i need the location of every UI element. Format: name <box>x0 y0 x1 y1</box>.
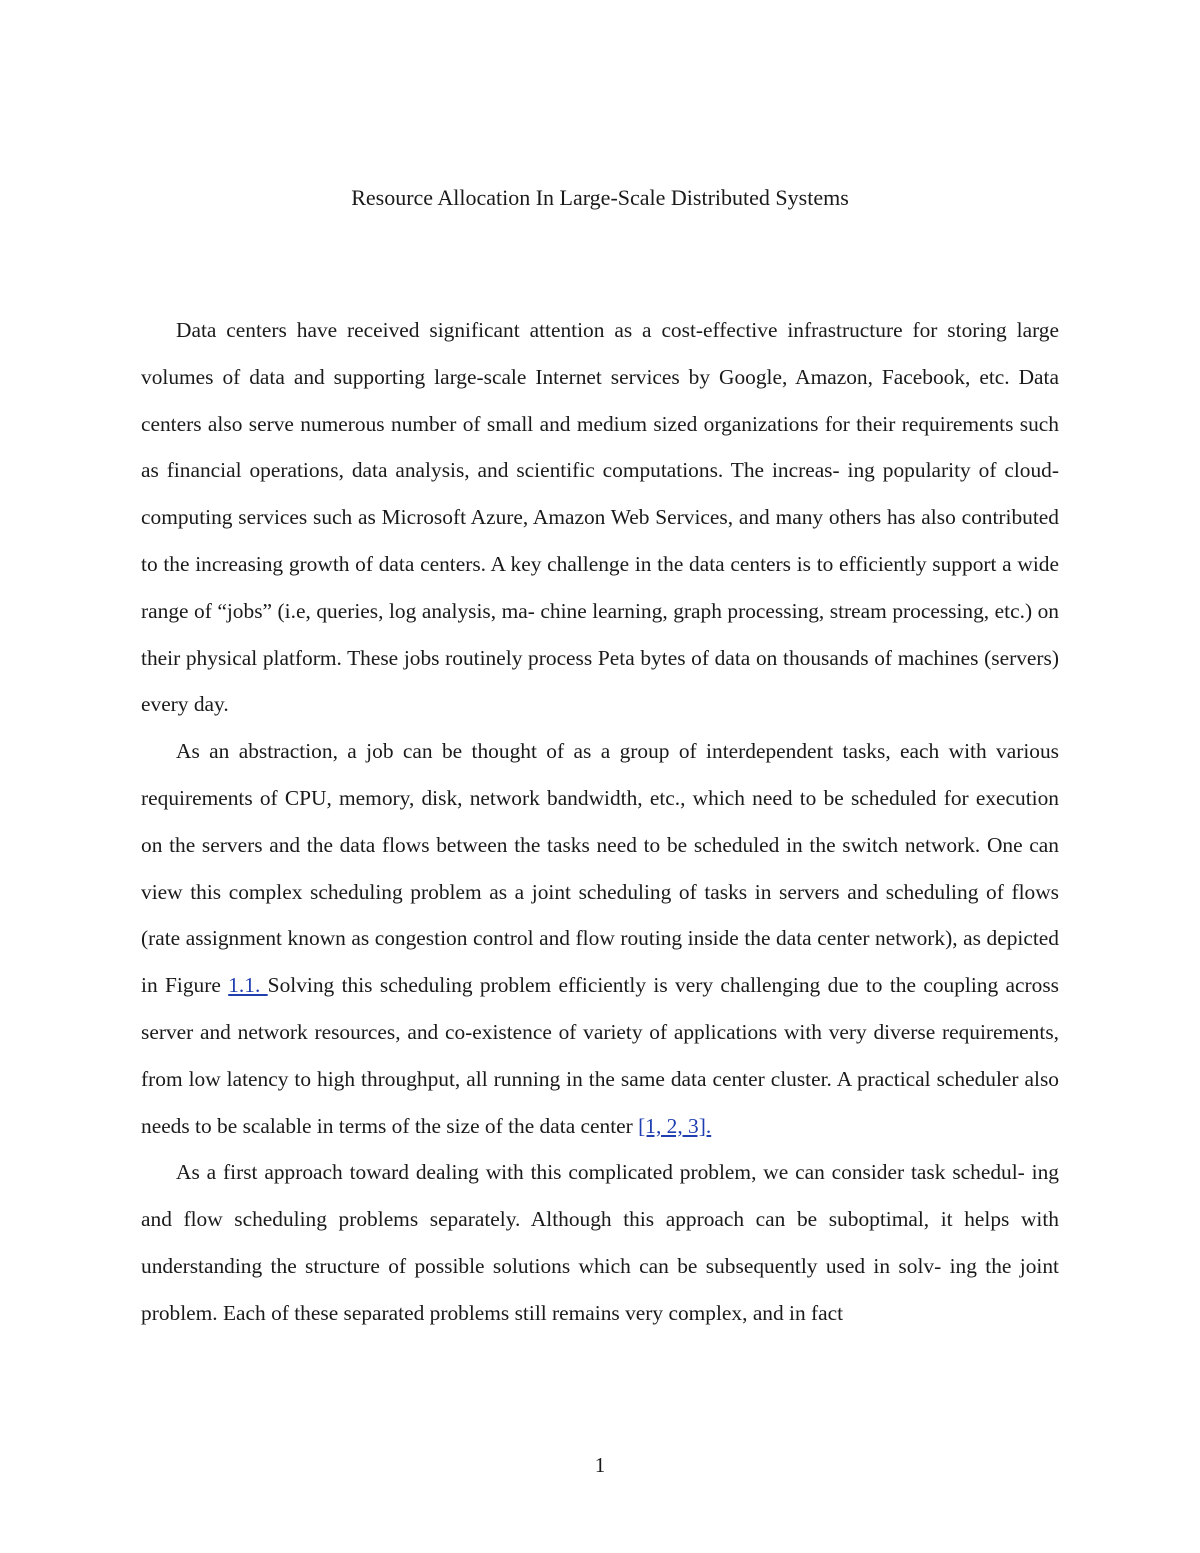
paragraph-3: As a first approach toward dealing with this complicated problem, we can consider task schedul- ing and flow scheduling problems separately. Although this approach can be suboptimal, it helps with understanding the structure of possible solutions which can be subsequently used in solv- ing the joint problem. Each of these separated problems still remains very complex, and in fact <box>141 1160 1059 1325</box>
page-number: 1 <box>594 1453 606 1477</box>
figure-reference-link[interactable]: 1.1. <box>228 973 268 998</box>
document-title: Resource Allocation In Large-Scale Distributed Systems <box>351 185 849 210</box>
document-body <box>141 307 1059 1337</box>
paragraph-2-text-part-2: Solving this scheduling problem efficiently is very challenging due to the coupling across server and network resources, and co-existence of variety of applications with very diverse requirements, from low latency to high throughput, all running in the same data center cluster. A practical scheduler also needs to be scalable in terms of the size of the data center <box>141 973 1059 1138</box>
paragraph-2-text-part-1: As an abstraction, a job can be thought of as a group of interdependent tasks, each with various requirements of CPU, memory, disk, network bandwidth, etc., which need to be scheduled for execution on the servers and the data flows between the tasks need to be scheduled in the switch network. One can view this complex scheduling problem as a joint scheduling of tasks in servers and scheduling of flows (rate assignment known as congestion control and flow routing inside the data center network), as depicted in Figure <box>141 739 1059 998</box>
citation-link[interactable]: [1, 2, 3]. <box>638 1113 712 1138</box>
paragraph-1: Data centers have received significant attention as a cost-effective infrastructure for storing large volumes of data and supporting large-scale Internet services by Google, Amazon, Facebook, etc. Data centers also serve numerous number of small and medium sized organizations for their requirements such as financial operations, data analysis, and scientific computations. The increas- ing popularity of cloud-computing services such as Microsoft Azure, Amazon Web Services, and many others has also contributed to the increasing growth of data centers. A key challenge in the data centers is to efficiently support a wide range of “jobs” (i.e, queries, log analysis, ma- chine learning, graph processing, stream processing, etc.) on their physical platform. These jobs routinely process Peta bytes of data on thousands of machines (servers) every day. <box>141 318 1059 717</box>
paragraph-2 <box>141 728 1059 1149</box>
